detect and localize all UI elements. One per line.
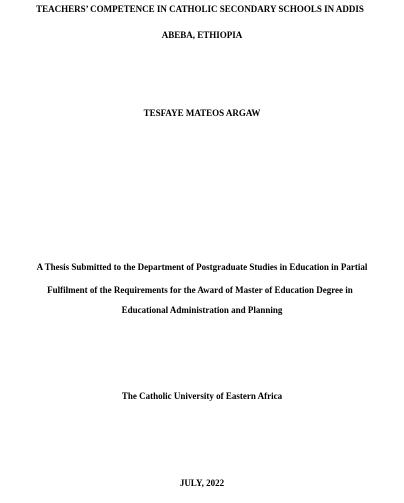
submission-statement-line-2: Fulfilment of the Requirements for the Award of Master of Education Degree in xyxy=(47,285,353,295)
submission-statement-line-3: Educational Administration and Planning xyxy=(121,305,283,315)
university-name: The Catholic University of Eastern Africa xyxy=(121,391,283,401)
thesis-title-line-2: ABEBA, ETHIOPIA xyxy=(161,30,243,40)
submission-date: JULY, 2022 xyxy=(179,478,225,488)
submission-statement-line-1: A Thesis Submitted to the Department of Postgraduate Studies in Education in Partial xyxy=(36,262,368,272)
author-name: TESFAYE MATEOS ARGAW xyxy=(143,108,261,118)
thesis-title-line-1: TEACHERS’ COMPETENCE IN CATHOLIC SECONDARY SCHOOLS IN ADDIS xyxy=(36,4,364,14)
